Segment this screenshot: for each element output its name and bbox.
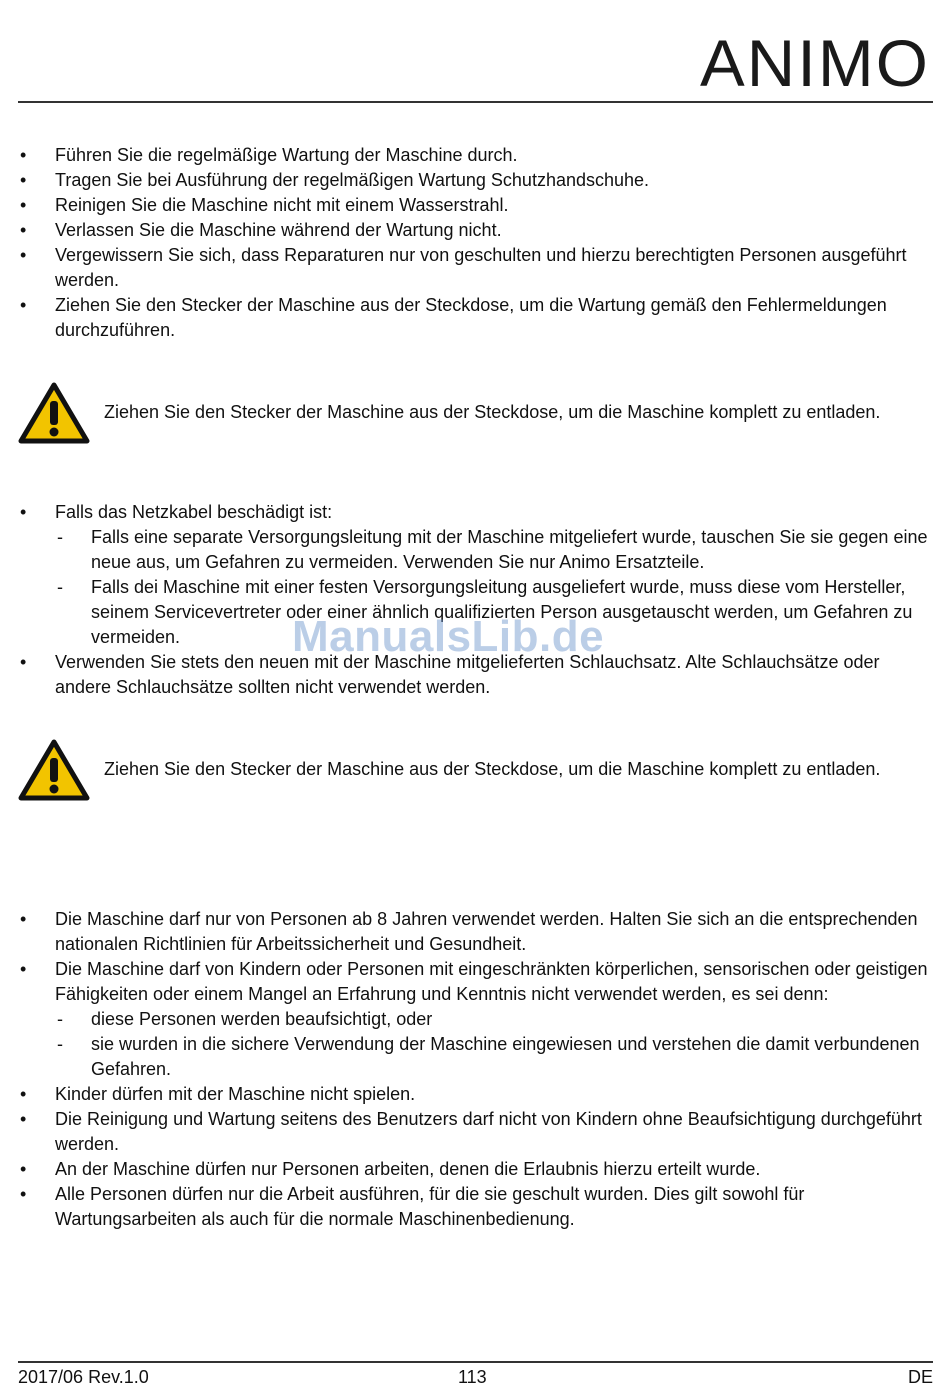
sub-list-item: - Falls eine separate Versorgungsleitung mit der Maschine mitgeliefert wurde, tauschen Sie sie gegen eine neue aus, um Gefahren zu vermeiden. Verwenden Sie nur Animo Ersatzteile. (55, 525, 933, 575)
sub-list (55, 1007, 933, 1082)
language-code: DE (907, 1367, 933, 1387)
list-item: • Vergewissern Sie sich, dass Reparaturen nur von geschulten und hierzu berechtigten Personen ausgeführt werden. (18, 243, 933, 293)
watermark: ManualsLib.de (292, 612, 605, 661)
animo-logo (700, 30, 932, 92)
footer-divider (18, 1361, 933, 1363)
list-item: • Die Maschine darf nur von Personen ab 8 Jahren verwendet werden. Halten Sie sich an die entsprechenden nationalen Richtlinien für Arbeitssicherheit und Gesundheit. (18, 907, 933, 957)
user-restrictions-list (18, 907, 933, 1232)
list-item: • An der Maschine dürfen nur Personen arbeiten, denen die Erlaubnis hierzu erteilt wurde. (18, 1157, 933, 1182)
brand-text: ANIMO (700, 30, 930, 92)
list-item: • Die Reinigung und Wartung seitens des Benutzers darf nicht von Kindern ohne Beaufsichtigung durchgeführt werden. (18, 1107, 933, 1157)
list-item: • Tragen Sie bei Ausführung der regelmäßigen Wartung Schutzhandschuhe. (18, 168, 933, 193)
sub-list-item: - Falls dei Maschine mit einer festen Versorgungsleitung ausgeliefert wurde, muss diese vom Hersteller, seinem Servicevertreter oder einer ähnlich qualifizierten Person ausgetauscht werden, um Gefahren zu vermeiden. (55, 575, 933, 650)
header-divider (18, 101, 933, 103)
list-item: • Führen Sie die regelmäßige Wartung der Maschine durch. (18, 143, 933, 168)
warning-triangle-icon (18, 738, 90, 802)
revision-label: 2017/06 Rev.1.0 (18, 1367, 149, 1387)
sub-list-item: - sie wurden in die sichere Verwendung der Maschine eingewiesen und verstehen die damit verbundenen Gefahren. (55, 1032, 933, 1082)
list-item-text: Die Maschine darf von Kindern oder Personen mit eingeschränkten körperlichen, sensorischen oder geistigen Fähigkeiten oder einem Mangel an Erfahrung und Kenntnis nicht verwendet werden, es sei denn: (55, 959, 928, 1004)
warning-text: Ziehen Sie den Stecker der Maschine aus der Steckdose, um die Maschine komplett zu entladen. (104, 759, 881, 779)
list-item: • Alle Personen dürfen nur die Arbeit ausführen, für die sie geschult wurden. Dies gilt sowohl für Wartungsarbeiten als auch für die normale Maschinenbedienung. (18, 1182, 933, 1232)
maintenance-list (18, 143, 933, 343)
list-item: • Verwenden Sie stets den neuen mit der Maschine mitgelieferten Schlauchsatz. Alte Schlauchsätze oder andere Schlauchsätze sollten nicht verwendet werden. (18, 650, 933, 700)
warning-triangle-icon (18, 381, 90, 445)
animo-logo-mark (700, 30, 932, 92)
list-item: • Reinigen Sie die Maschine nicht mit einem Wasserstrahl. (18, 193, 933, 218)
warning-box (18, 738, 933, 808)
list-item (18, 957, 933, 1082)
sub-list-item: - diese Personen werden beaufsichtigt, oder (55, 1007, 933, 1032)
warning-box (18, 381, 933, 451)
list-item-text: Falls das Netzkabel beschädigt ist: (55, 502, 333, 522)
page-number: 113 (458, 1367, 487, 1387)
list-item: • Kinder dürfen mit der Maschine nicht spielen. (18, 1082, 933, 1107)
list-item: • Ziehen Sie den Stecker der Maschine aus der Steckdose, um die Wartung gemäß den Fehlermeldungen durchzuführen. (18, 293, 933, 343)
power-cable-list (18, 500, 933, 700)
list-item: • Verlassen Sie die Maschine während der Wartung nicht. (18, 218, 933, 243)
warning-text: Ziehen Sie den Stecker der Maschine aus der Steckdose, um die Maschine komplett zu entladen. (104, 402, 881, 422)
